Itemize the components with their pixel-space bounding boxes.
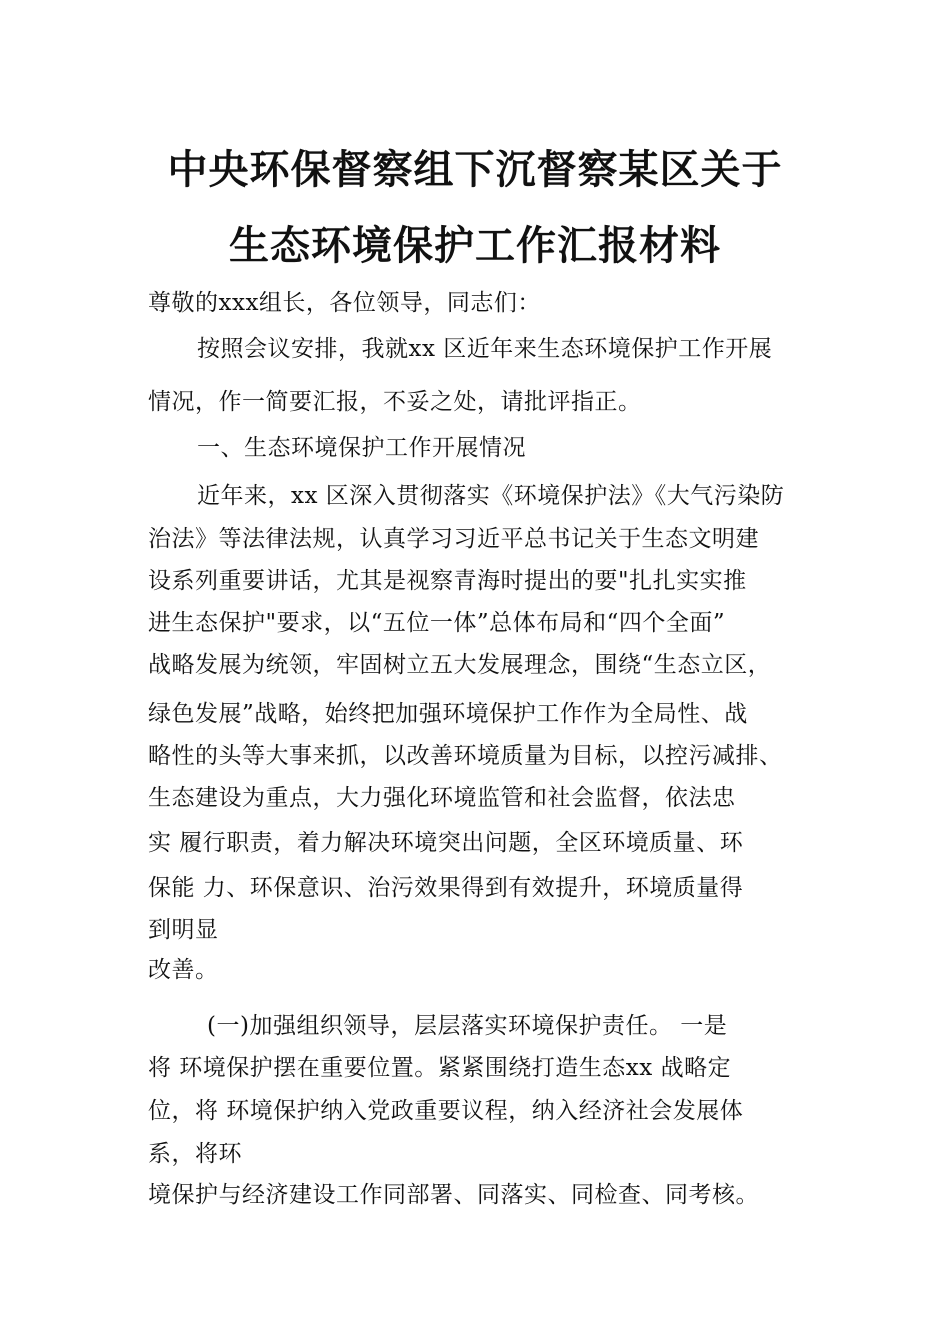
paragraph-line: 情况，作一简要汇报，不妥之处，请批评指正。 xyxy=(148,389,642,415)
paragraph-line: 近年来，xx 区深入贯彻落实《环境保护法》《大气污染防 xyxy=(197,483,785,509)
document-title-line-2: 生态环境保护工作汇报材料 xyxy=(229,223,721,269)
document-title-line-1: 中央环保督察组下沉督察某区关于 xyxy=(167,147,783,193)
paragraph-line: 战略发展为统领，牢固树立五大发展理念，围绕“生态立区， xyxy=(148,652,772,678)
subsection-heading: (一)加强组织领导，层层落实环境保护责任。 一是 xyxy=(207,1013,728,1039)
paragraph-line: 到明显 xyxy=(148,917,219,943)
section-heading: 一、生态环境保护工作开展情况 xyxy=(197,435,526,461)
paragraph-line: 境保护与经济建设工作同部署、同落实、同检查、同考核。 xyxy=(148,1182,759,1208)
paragraph-line: 设系列重要讲话，尤其是视察青海时提出的要"扎扎实实推 xyxy=(148,568,747,594)
paragraph-line: 系，将环 xyxy=(148,1141,242,1167)
paragraph-line: 略性的头等大事来抓，以改善环境质量为目标，以控污减排、 xyxy=(148,743,783,769)
paragraph-line: 保能 力、环保意识、治污效果得到有效提升，环境质量得 xyxy=(148,875,744,901)
paragraph-line: 绿色发展”战略，始终把加强环境保护工作作为全局性、战 xyxy=(148,701,748,727)
paragraph-line: 将 环境保护摆在重要位置。紧紧围绕打造生态xx 战略定 xyxy=(148,1055,732,1081)
paragraph-line: 改善。 xyxy=(148,957,219,983)
paragraph-line: 进生态保护"要求，以“五位一体”总体布局和“四个全面” xyxy=(148,610,726,636)
paragraph-line: 生态建设为重点，大力强化环境监管和社会监督，依法忠 xyxy=(148,785,736,811)
salutation: 尊敬的xxx组长，各位领导，同志们： xyxy=(148,290,541,316)
paragraph-line: 位，将 环境保护纳入党政重要议程，纳入经济社会发展体 xyxy=(148,1098,744,1124)
paragraph-line: 按照会议安排，我就xx 区近年来生态环境保护工作开展 xyxy=(197,336,773,362)
paragraph-line: 治法》等法律法规，认真学习习近平总书记关于生态文明建 xyxy=(148,526,759,552)
paragraph-line: 实 履行职责，着力解决环境突出问题，全区环境质量、环 xyxy=(148,830,744,856)
